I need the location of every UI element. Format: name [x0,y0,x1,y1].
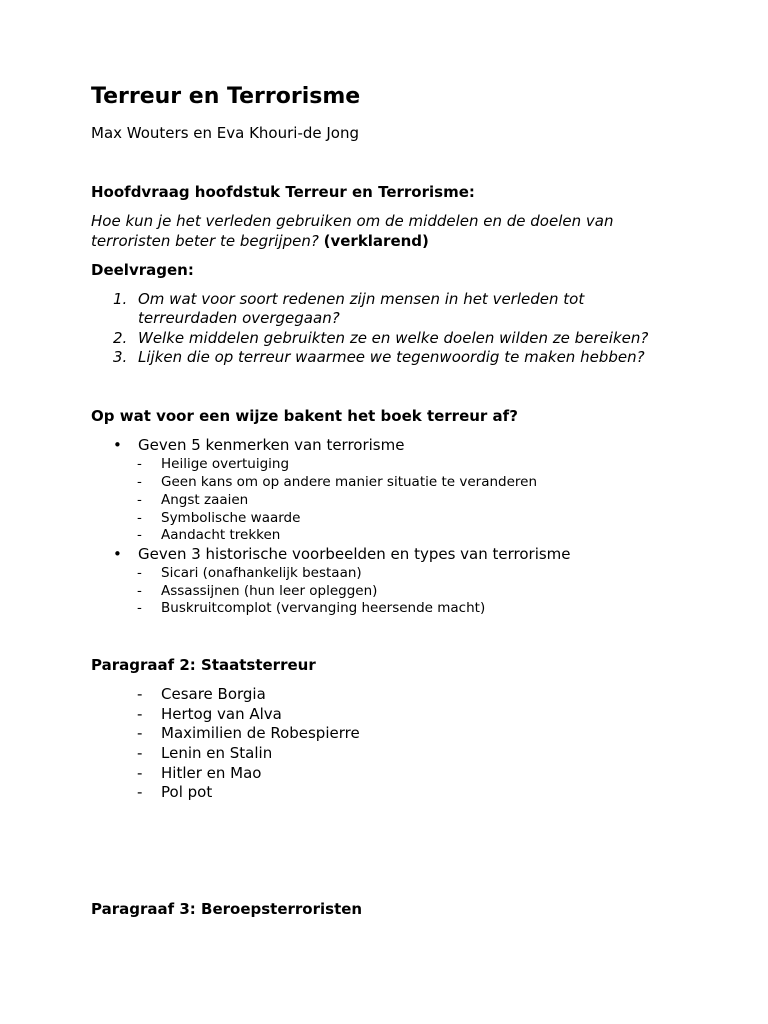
list-item: Hertog van Alva [161,705,282,723]
dash-marker: - [137,565,142,581]
dash-marker: - [137,685,143,703]
dash-marker: - [137,527,142,543]
sub-item: Symbolische waarde [161,510,301,526]
bullet-marker: • [113,545,122,563]
main-question-line-1: Hoe kun je het verleden gebruiken om de middelen en de doelen van [91,212,614,230]
paragraph-3-heading: Paragraaf 3: Beroepsterroristen [91,900,363,918]
paragraph-2-heading: Paragraaf 2: Staatsterreur [91,656,316,674]
sub-questions-heading: Deelvragen: [91,261,194,279]
dash-marker: - [137,456,142,472]
dash-marker: - [137,600,142,616]
dash-marker: - [137,492,142,508]
sub-question-text: Om wat voor soort redenen zijn mensen in het verleden tot [138,290,585,308]
bullet-item: Geven 3 historische voorbeelden en types van terrorisme [138,545,571,563]
sub-question-number: 2. [113,329,128,347]
sub-question-number: 3. [113,348,128,366]
sub-question-number: 1. [113,290,128,308]
dash-marker: - [137,744,143,762]
dash-marker: - [137,783,143,801]
dash-marker: - [137,510,142,526]
list-item: Cesare Borgia [161,685,266,703]
dash-marker: - [137,724,143,742]
dash-marker: - [137,764,143,782]
document-title: Terreur en Terrorisme [91,84,361,109]
sub-item: Angst zaaien [161,492,249,508]
sub-item: Aandacht trekken [161,527,281,543]
list-item: Lenin en Stalin [161,744,273,762]
definition-heading: Op wat voor een wijze bakent het boek terreur af? [91,407,518,425]
sub-question-text: terreurdaden overgegaan? [138,309,340,327]
main-question-text: terroristen beter te begrijpen? [91,232,319,250]
sub-item: Buskruitcomplot (vervanging heersende macht) [161,600,486,616]
dash-marker: - [137,705,143,723]
main-question-heading: Hoofdvraag hoofdstuk Terreur en Terrorisme: [91,183,475,201]
dash-marker: - [137,583,142,599]
sub-item: Assassijnen (hun leer opleggen) [161,583,378,599]
sub-item: Sicari (onafhankelijk bestaan) [161,565,362,581]
sub-item: Heilige overtuiging [161,456,290,472]
list-item: Pol pot [161,783,213,801]
list-item: Maximilien de Robespierre [161,724,360,742]
bullet-marker: • [113,436,122,454]
main-question-line-2 [91,232,429,250]
document-authors: Max Wouters en Eva Khouri-de Jong [91,124,360,142]
sub-question-text: Welke middelen gebruikten ze en welke doelen wilden ze bereiken? [138,329,649,347]
sub-question-text: Lijken die op terreur waarmee we tegenwoordig te maken hebben? [138,348,645,366]
bullet-item: Geven 5 kenmerken van terrorisme [138,436,405,454]
list-item: Hitler en Mao [161,764,262,782]
main-question-tag: (verklarend) [323,232,429,250]
dash-marker: - [137,474,142,490]
sub-item: Geen kans om op andere manier situatie te veranderen [161,474,538,490]
